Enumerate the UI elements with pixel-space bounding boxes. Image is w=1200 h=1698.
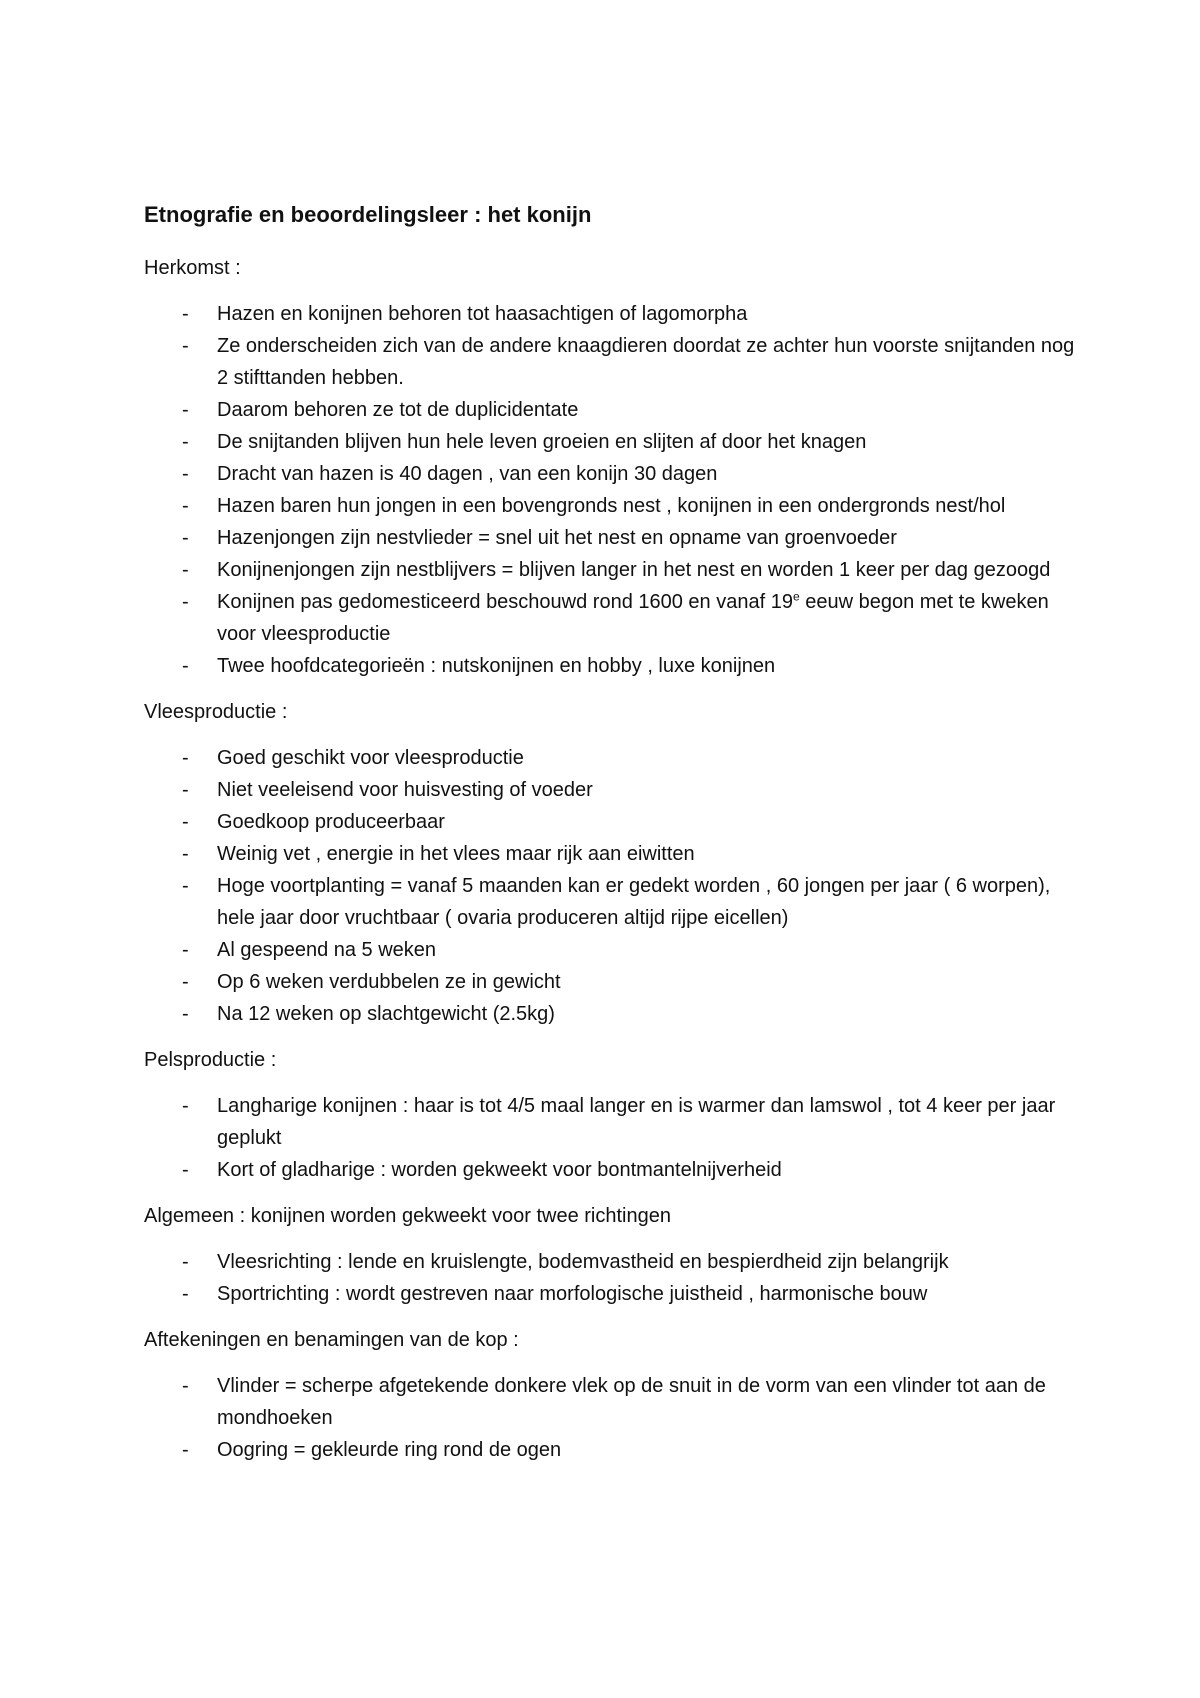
section-heading-aftekeningen: Aftekeningen en benamingen van de kop : xyxy=(144,1329,519,1351)
list-item: - Twee hoofdcategorieën : nutskonijnen en hobby , luxe konijnen xyxy=(144,650,1084,682)
list-algemeen xyxy=(144,1246,1084,1310)
list-item: - Langharige konijnen : haar is tot 4/5 maal langer en is warmer dan lamswol , tot 4 keer per jaar geplukt xyxy=(144,1090,1084,1154)
list-item: - Sportrichting : wordt gestreven naar morfologische juistheid , harmonische bouw xyxy=(144,1278,1084,1310)
dash-bullet: - xyxy=(182,303,189,325)
list-item: - Hazenjongen zijn nestvlieder = snel uit het nest en opname van groenvoeder xyxy=(144,522,1084,554)
list-item: - Na 12 weken op slachtgewicht (2.5kg) xyxy=(144,998,1084,1030)
dash-bullet: - xyxy=(182,1003,189,1025)
list-item: - Goed geschikt voor vleesproductie xyxy=(144,742,1084,774)
dash-bullet: - xyxy=(182,591,189,613)
section-heading-herkomst: Herkomst : xyxy=(144,257,241,279)
list-item: - Goedkoop produceerbaar xyxy=(144,806,1084,838)
dash-bullet: - xyxy=(182,463,189,485)
list-item: - Dracht van hazen is 40 dagen , van een konijn 30 dagen xyxy=(144,458,1084,490)
dash-bullet: - xyxy=(182,1375,189,1397)
dash-bullet: - xyxy=(182,1283,189,1305)
list-item: - Konijnen pas gedomesticeerd beschouwd rond 1600 en vanaf 19e eeuw begon met te kweken voor vleesproductie xyxy=(144,586,1084,650)
list-item: - Vlinder = scherpe afgetekende donkere vlek op de snuit in de vorm van een vlinder tot aan de mondhoeken xyxy=(144,1370,1084,1434)
dash-bullet: - xyxy=(182,1251,189,1273)
list-item: - Ze onderscheiden zich van de andere knaagdieren doordat ze achter hun voorste snijtanden nog 2 stifttanden hebben. xyxy=(144,330,1084,394)
dash-bullet: - xyxy=(182,399,189,421)
list-herkomst xyxy=(144,298,1084,682)
list-item: - Daarom behoren ze tot de duplicidentate xyxy=(144,394,1084,426)
list-item: - Konijnenjongen zijn nestblijvers = blijven langer in het nest en worden 1 keer per dag gezoogd xyxy=(144,554,1084,586)
section-heading-vleesproductie: Vleesproductie : xyxy=(144,701,288,723)
list-item: - Vleesrichting : lende en kruislengte, bodemvastheid en bespierdheid zijn belangrijk xyxy=(144,1246,1084,1278)
dash-bullet: - xyxy=(182,747,189,769)
dash-bullet: - xyxy=(182,939,189,961)
dash-bullet: - xyxy=(182,875,189,897)
superscript: e xyxy=(792,589,800,604)
document-content xyxy=(144,198,1084,1480)
dash-bullet: - xyxy=(182,1159,189,1181)
list-item: - Weinig vet , energie in het vlees maar rijk aan eiwitten xyxy=(144,838,1084,870)
dash-bullet: - xyxy=(182,495,189,517)
dash-bullet: - xyxy=(182,335,189,357)
dash-bullet: - xyxy=(182,1095,189,1117)
list-item: - Hazen baren hun jongen in een bovengronds nest , konijnen in een ondergronds nest/hol xyxy=(144,490,1084,522)
list-aftekeningen xyxy=(144,1370,1084,1466)
list-vleesproductie xyxy=(144,742,1084,1030)
list-pelsproductie xyxy=(144,1090,1084,1186)
list-item: - Oogring = gekleurde ring rond de ogen xyxy=(144,1434,1084,1466)
dash-bullet: - xyxy=(182,779,189,801)
list-item: - Hazen en konijnen behoren tot haasachtigen of lagomorpha xyxy=(144,298,1084,330)
document-title: Etnografie en beoordelingsleer : het konijn xyxy=(144,202,592,227)
dash-bullet: - xyxy=(182,559,189,581)
list-item: - Niet veeleisend voor huisvesting of voeder xyxy=(144,774,1084,806)
list-item: - Al gespeend na 5 weken xyxy=(144,934,1084,966)
list-item: - Kort of gladharige : worden gekweekt voor bontmantelnijverheid xyxy=(144,1154,1084,1186)
section-heading-algemeen: Algemeen : konijnen worden gekweekt voor twee richtingen xyxy=(144,1205,671,1227)
dash-bullet: - xyxy=(182,811,189,833)
dash-bullet: - xyxy=(182,655,189,677)
dash-bullet: - xyxy=(182,527,189,549)
list-item: - Hoge voortplanting = vanaf 5 maanden kan er gedekt worden , 60 jongen per jaar ( 6 worpen), hele jaar door vruchtbaar ( ovaria produceren altijd rijpe eicellen) xyxy=(144,870,1084,934)
section-heading-pelsproductie: Pelsproductie : xyxy=(144,1049,277,1071)
dash-bullet: - xyxy=(182,431,189,453)
dash-bullet: - xyxy=(182,1439,189,1461)
list-item: - Op 6 weken verdubbelen ze in gewicht xyxy=(144,966,1084,998)
list-item: - De snijtanden blijven hun hele leven groeien en slijten af door het knagen xyxy=(144,426,1084,458)
dash-bullet: - xyxy=(182,843,189,865)
dash-bullet: - xyxy=(182,971,189,993)
